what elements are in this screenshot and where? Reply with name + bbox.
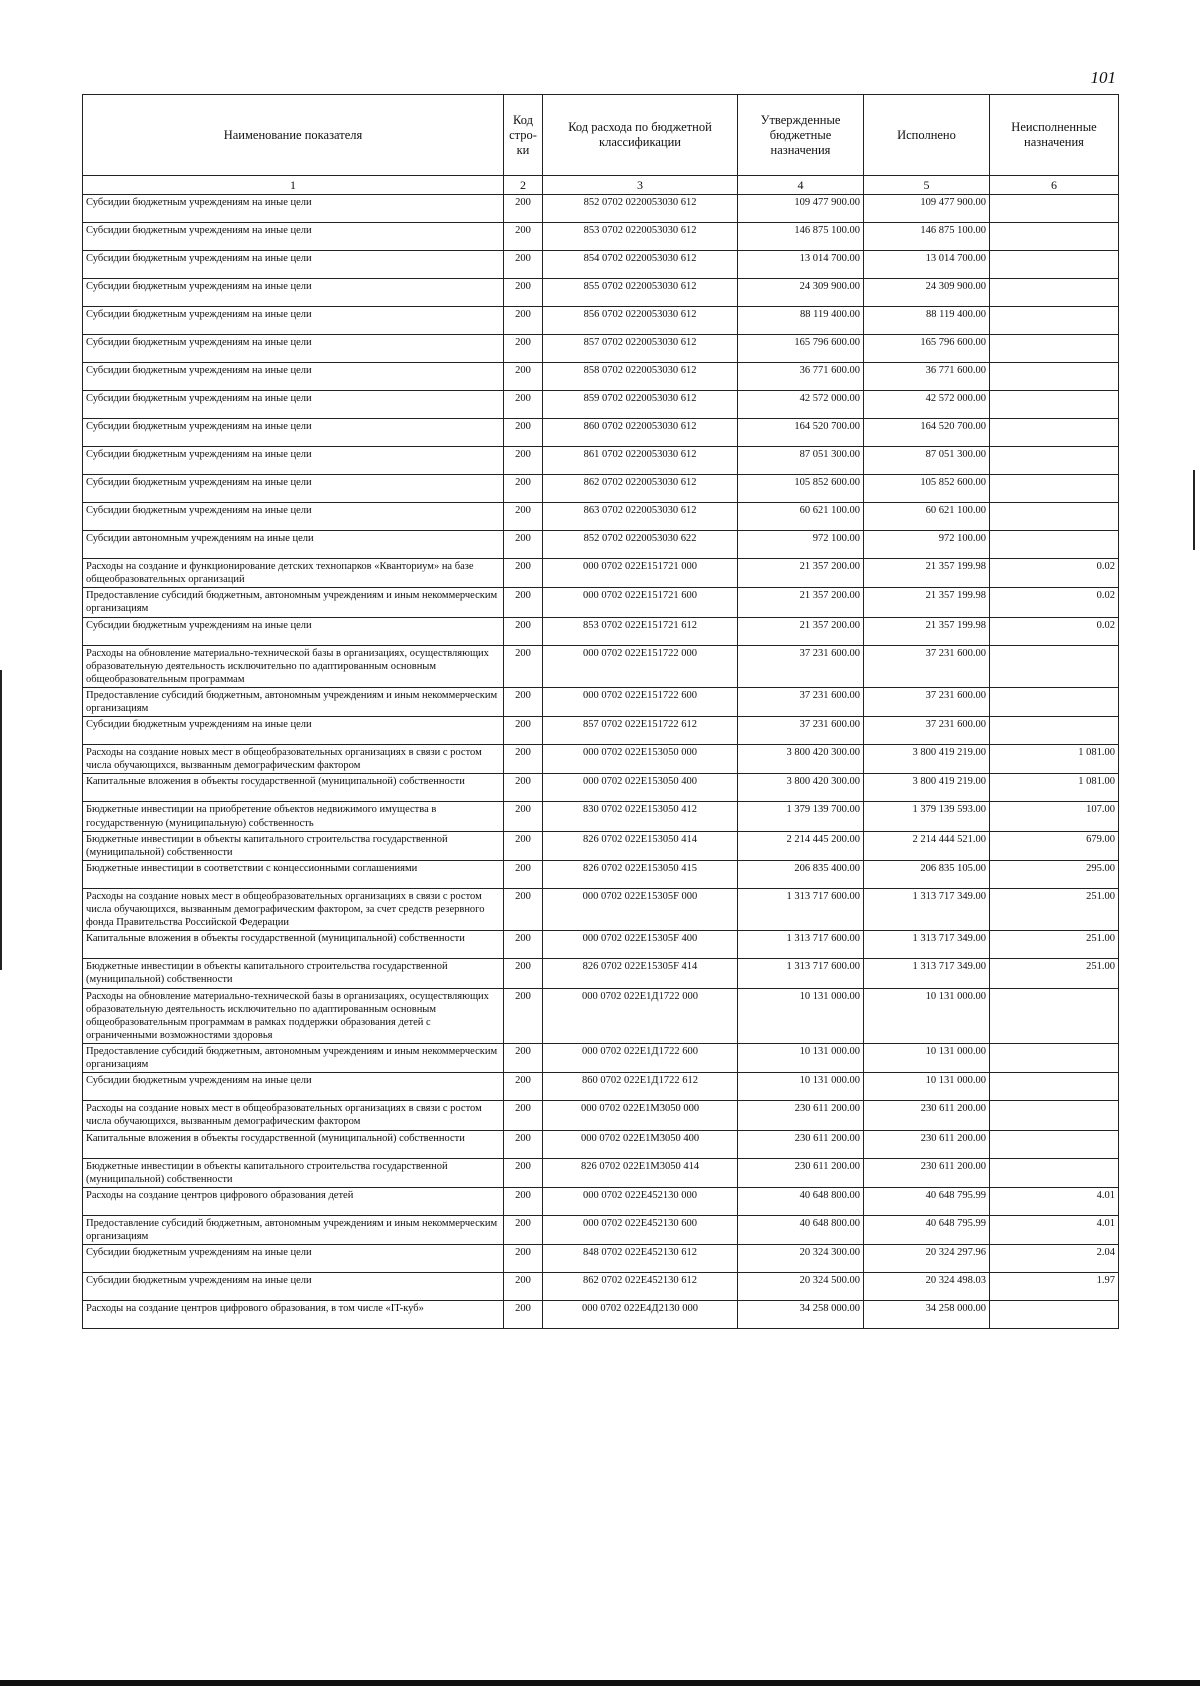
row-approved: 24 309 900.00 (738, 279, 864, 307)
row-executed: 37 231 600.00 (864, 687, 990, 716)
row-budget-code: 830 0702 022E153050 412 (543, 802, 738, 831)
row-approved: 36 771 600.00 (738, 363, 864, 391)
row-executed: 42 572 000.00 (864, 391, 990, 419)
table-row (83, 888, 1119, 930)
row-unexecuted (990, 363, 1119, 391)
row-approved: 164 520 700.00 (738, 419, 864, 447)
row-executed: 40 648 795.99 (864, 1215, 990, 1244)
column-number: 6 (990, 176, 1119, 195)
row-line-code: 200 (504, 860, 543, 888)
table-row (83, 559, 1119, 588)
scan-bottom-edge (0, 1680, 1200, 1686)
table-row (83, 447, 1119, 475)
row-approved: 230 611 200.00 (738, 1101, 864, 1130)
row-line-code: 200 (504, 1073, 543, 1101)
row-executed: 1 313 717 349.00 (864, 888, 990, 930)
row-name: Субсидии бюджетным учреждениям на иные цели (83, 1245, 504, 1273)
row-executed: 3 800 419 219.00 (864, 774, 990, 802)
row-executed: 2 214 444 521.00 (864, 831, 990, 860)
column-number: 3 (543, 176, 738, 195)
row-executed: 10 131 000.00 (864, 1073, 990, 1101)
row-approved: 60 621 100.00 (738, 503, 864, 531)
row-line-code: 200 (504, 335, 543, 363)
row-name: Субсидии бюджетным учреждениям на иные цели (83, 307, 504, 335)
row-unexecuted (990, 687, 1119, 716)
row-executed: 206 835 105.00 (864, 860, 990, 888)
row-unexecuted (990, 1130, 1119, 1158)
row-line-code: 200 (504, 419, 543, 447)
row-name: Бюджетные инвестиции на приобретение объектов недвижимого имущества в государственную (муниципальную) собственность (83, 802, 504, 831)
table-row (83, 588, 1119, 617)
row-budget-code: 848 0702 022E452130 612 (543, 1245, 738, 1273)
row-name: Расходы на создание новых мест в общеобразовательных организациях в связи с ростом числа обучающихся, вызванным демографическим фактором (83, 1101, 504, 1130)
row-executed: 146 875 100.00 (864, 223, 990, 251)
row-budget-code: 863 0702 0220053030 612 (543, 503, 738, 531)
row-name: Субсидии бюджетным учреждениям на иные цели (83, 1073, 504, 1101)
table-row (83, 1044, 1119, 1073)
row-line-code: 200 (504, 645, 543, 687)
table-row (83, 363, 1119, 391)
header-executed: Исполнено (864, 95, 990, 176)
row-executed: 20 324 498.03 (864, 1273, 990, 1301)
row-line-code: 200 (504, 279, 543, 307)
row-budget-code: 000 0702 022E151722 600 (543, 687, 738, 716)
table-row (83, 1187, 1119, 1215)
row-executed: 21 357 199.98 (864, 617, 990, 645)
table-row (83, 745, 1119, 774)
row-unexecuted (990, 475, 1119, 503)
row-line-code: 200 (504, 774, 543, 802)
row-unexecuted (990, 503, 1119, 531)
scan-margin-mark (0, 670, 5, 970)
scan-margin-mark (1193, 470, 1198, 550)
row-name: Расходы на обновление материально-технической базы в организациях, осуществляющих образовательную деятельность исключительно по адаптированным основным общеобразовательным программам в рамках поддержки образования детей с ограниченными возможностями здоровья (83, 988, 504, 1044)
row-line-code: 200 (504, 1158, 543, 1187)
row-line-code: 200 (504, 475, 543, 503)
row-unexecuted (990, 447, 1119, 475)
column-number: 4 (738, 176, 864, 195)
row-unexecuted (990, 1101, 1119, 1130)
row-name: Субсидии бюджетным учреждениям на иные цели (83, 1273, 504, 1301)
row-name: Расходы на создание новых мест в общеобразовательных организациях в связи с ростом числа обучающихся, вызванным демографическим фактором, за счет средств резервного фонда Правительства Российской Федерации (83, 888, 504, 930)
column-number-row (83, 176, 1119, 195)
row-budget-code: 826 0702 022E1М3050 414 (543, 1158, 738, 1187)
row-unexecuted: 1 081.00 (990, 745, 1119, 774)
row-approved: 13 014 700.00 (738, 251, 864, 279)
row-unexecuted (990, 419, 1119, 447)
row-budget-code: 000 0702 022E151721 600 (543, 588, 738, 617)
row-approved: 1 379 139 700.00 (738, 802, 864, 831)
row-budget-code: 852 0702 0220053030 622 (543, 531, 738, 559)
row-name: Расходы на создание и функционирование детских технопарков «Кванториум» на базе общеобразовательных организаций (83, 559, 504, 588)
row-budget-code: 858 0702 0220053030 612 (543, 363, 738, 391)
row-approved: 972 100.00 (738, 531, 864, 559)
row-line-code: 200 (504, 959, 543, 988)
row-unexecuted: 2.04 (990, 1245, 1119, 1273)
row-line-code: 200 (504, 1273, 543, 1301)
row-line-code: 200 (504, 931, 543, 959)
row-line-code: 200 (504, 307, 543, 335)
row-budget-code: 000 0702 022E15305F 000 (543, 888, 738, 930)
row-budget-code: 826 0702 022E153050 415 (543, 860, 738, 888)
header-unexecuted: Неисполненные назначения (990, 95, 1119, 176)
row-unexecuted (990, 223, 1119, 251)
row-line-code: 200 (504, 531, 543, 559)
row-line-code: 200 (504, 831, 543, 860)
row-unexecuted (990, 1158, 1119, 1187)
row-executed: 21 357 199.98 (864, 559, 990, 588)
row-budget-code: 000 0702 022E1Д1722 000 (543, 988, 738, 1044)
row-budget-code: 859 0702 0220053030 612 (543, 391, 738, 419)
row-unexecuted: 251.00 (990, 959, 1119, 988)
row-name: Субсидии бюджетным учреждениям на иные цели (83, 195, 504, 223)
row-name: Субсидии автономным учреждениям на иные цели (83, 531, 504, 559)
row-approved: 230 611 200.00 (738, 1130, 864, 1158)
row-unexecuted (990, 307, 1119, 335)
row-budget-code: 854 0702 0220053030 612 (543, 251, 738, 279)
row-executed: 164 520 700.00 (864, 419, 990, 447)
table-row (83, 335, 1119, 363)
row-name: Бюджетные инвестиции в объекты капитального строительства государственной (муниципальной) собственности (83, 1158, 504, 1187)
row-approved: 105 852 600.00 (738, 475, 864, 503)
table-row (83, 531, 1119, 559)
row-name: Субсидии бюджетным учреждениям на иные цели (83, 475, 504, 503)
row-executed: 972 100.00 (864, 531, 990, 559)
row-budget-code: 856 0702 0220053030 612 (543, 307, 738, 335)
row-unexecuted: 679.00 (990, 831, 1119, 860)
row-approved: 1 313 717 600.00 (738, 959, 864, 988)
row-unexecuted: 0.02 (990, 559, 1119, 588)
row-approved: 34 258 000.00 (738, 1301, 864, 1329)
row-name: Субсидии бюджетным учреждениям на иные цели (83, 717, 504, 745)
row-executed: 88 119 400.00 (864, 307, 990, 335)
row-budget-code: 826 0702 022E15305F 414 (543, 959, 738, 988)
table-header-row (83, 95, 1119, 176)
row-budget-code: 000 0702 022E153050 400 (543, 774, 738, 802)
table-row (83, 1273, 1119, 1301)
row-name: Предоставление субсидий бюджетным, автономным учреждениям и иным некоммерческим организациям (83, 588, 504, 617)
row-line-code: 200 (504, 1101, 543, 1130)
row-budget-code: 857 0702 022E151722 612 (543, 717, 738, 745)
row-unexecuted: 295.00 (990, 860, 1119, 888)
row-approved: 37 231 600.00 (738, 717, 864, 745)
row-executed: 60 621 100.00 (864, 503, 990, 531)
row-name: Расходы на обновление материально-технической базы в организациях, осуществляющих образовательную деятельность исключительно по адаптированным основным общеобразовательным программам (83, 645, 504, 687)
header-approved: Утвержденные бюджетные назначения (738, 95, 864, 176)
row-name: Бюджетные инвестиции в соответствии с концессионными соглашениями (83, 860, 504, 888)
row-approved: 42 572 000.00 (738, 391, 864, 419)
row-executed: 230 611 200.00 (864, 1101, 990, 1130)
table-row (83, 717, 1119, 745)
table-row (83, 931, 1119, 959)
table-row (83, 617, 1119, 645)
row-budget-code: 000 0702 022E4Д2130 000 (543, 1301, 738, 1329)
row-executed: 165 796 600.00 (864, 335, 990, 363)
row-unexecuted: 107.00 (990, 802, 1119, 831)
table-row (83, 802, 1119, 831)
row-name: Предоставление субсидий бюджетным, автономным учреждениям и иным некоммерческим организациям (83, 1215, 504, 1244)
row-line-code: 200 (504, 1245, 543, 1273)
row-executed: 1 379 139 593.00 (864, 802, 990, 831)
table-row (83, 1158, 1119, 1187)
row-executed: 109 477 900.00 (864, 195, 990, 223)
row-executed: 20 324 297.96 (864, 1245, 990, 1273)
row-unexecuted: 0.02 (990, 588, 1119, 617)
row-budget-code: 000 0702 022E1М3050 400 (543, 1130, 738, 1158)
row-approved: 3 800 420 300.00 (738, 774, 864, 802)
table-row (83, 988, 1119, 1044)
row-name: Субсидии бюджетным учреждениям на иные цели (83, 335, 504, 363)
row-unexecuted (990, 335, 1119, 363)
row-budget-code: 853 0702 022E151721 612 (543, 617, 738, 645)
row-name: Субсидии бюджетным учреждениям на иные цели (83, 419, 504, 447)
row-line-code: 200 (504, 1187, 543, 1215)
column-number: 1 (83, 176, 504, 195)
table-row (83, 1301, 1119, 1329)
row-line-code: 200 (504, 195, 543, 223)
row-approved: 10 131 000.00 (738, 1073, 864, 1101)
table-row (83, 251, 1119, 279)
table-body (83, 195, 1119, 1329)
row-budget-code: 826 0702 022E153050 414 (543, 831, 738, 860)
table-row (83, 687, 1119, 716)
row-line-code: 200 (504, 391, 543, 419)
row-approved: 20 324 500.00 (738, 1273, 864, 1301)
row-name: Субсидии бюджетным учреждениям на иные цели (83, 223, 504, 251)
table-row (83, 1073, 1119, 1101)
row-name: Капитальные вложения в объекты государственной (муниципальной) собственности (83, 1130, 504, 1158)
row-name: Расходы на создание центров цифрового образования, в том числе «IT-куб» (83, 1301, 504, 1329)
row-name: Субсидии бюджетным учреждениям на иные цели (83, 251, 504, 279)
row-approved: 1 313 717 600.00 (738, 888, 864, 930)
row-approved: 37 231 600.00 (738, 645, 864, 687)
row-budget-code: 853 0702 0220053030 612 (543, 223, 738, 251)
row-budget-code: 852 0702 0220053030 612 (543, 195, 738, 223)
row-line-code: 200 (504, 447, 543, 475)
row-approved: 40 648 800.00 (738, 1187, 864, 1215)
header-line-code: Код стро-ки (504, 95, 543, 176)
row-budget-code: 862 0702 0220053030 612 (543, 475, 738, 503)
row-executed: 34 258 000.00 (864, 1301, 990, 1329)
table-row (83, 645, 1119, 687)
row-approved: 21 357 200.00 (738, 588, 864, 617)
row-line-code: 200 (504, 802, 543, 831)
table-row (83, 1215, 1119, 1244)
row-line-code: 200 (504, 1130, 543, 1158)
row-unexecuted: 1 081.00 (990, 774, 1119, 802)
row-approved: 165 796 600.00 (738, 335, 864, 363)
row-approved: 3 800 420 300.00 (738, 745, 864, 774)
table-row (83, 831, 1119, 860)
row-line-code: 200 (504, 588, 543, 617)
table-row (83, 503, 1119, 531)
row-executed: 1 313 717 349.00 (864, 959, 990, 988)
table-row (83, 475, 1119, 503)
row-approved: 146 875 100.00 (738, 223, 864, 251)
row-line-code: 200 (504, 745, 543, 774)
row-unexecuted: 0.02 (990, 617, 1119, 645)
row-unexecuted (990, 531, 1119, 559)
budget-execution-table (82, 94, 1119, 1329)
row-approved: 40 648 800.00 (738, 1215, 864, 1244)
row-approved: 87 051 300.00 (738, 447, 864, 475)
row-approved: 230 611 200.00 (738, 1158, 864, 1187)
table-row (83, 1245, 1119, 1273)
row-name: Предоставление субсидий бюджетным, автономным учреждениям и иным некоммерческим организациям (83, 1044, 504, 1073)
row-name: Капитальные вложения в объекты государственной (муниципальной) собственности (83, 774, 504, 802)
table-row (83, 774, 1119, 802)
row-executed: 3 800 419 219.00 (864, 745, 990, 774)
row-line-code: 200 (504, 988, 543, 1044)
row-budget-code: 000 0702 022E452130 600 (543, 1215, 738, 1244)
row-name: Расходы на создание новых мест в общеобразовательных организациях в связи с ростом числа обучающихся, вызванным демографическим фактором (83, 745, 504, 774)
row-budget-code: 855 0702 0220053030 612 (543, 279, 738, 307)
row-budget-code: 000 0702 022E1М3050 000 (543, 1101, 738, 1130)
table-row (83, 279, 1119, 307)
row-approved: 10 131 000.00 (738, 988, 864, 1044)
row-executed: 1 313 717 349.00 (864, 931, 990, 959)
table-row (83, 419, 1119, 447)
row-budget-code: 000 0702 022E452130 000 (543, 1187, 738, 1215)
row-name: Субсидии бюджетным учреждениям на иные цели (83, 391, 504, 419)
row-name: Капитальные вложения в объекты государственной (муниципальной) собственности (83, 931, 504, 959)
row-budget-code: 861 0702 0220053030 612 (543, 447, 738, 475)
row-budget-code: 000 0702 022E15305F 400 (543, 931, 738, 959)
row-unexecuted (990, 717, 1119, 745)
row-executed: 13 014 700.00 (864, 251, 990, 279)
row-line-code: 200 (504, 1044, 543, 1073)
row-line-code: 200 (504, 251, 543, 279)
row-budget-code: 860 0702 0220053030 612 (543, 419, 738, 447)
row-executed: 105 852 600.00 (864, 475, 990, 503)
row-executed: 10 131 000.00 (864, 988, 990, 1044)
row-executed: 37 231 600.00 (864, 645, 990, 687)
row-line-code: 200 (504, 717, 543, 745)
row-executed: 230 611 200.00 (864, 1158, 990, 1187)
row-budget-code: 000 0702 022E151722 000 (543, 645, 738, 687)
row-executed: 230 611 200.00 (864, 1130, 990, 1158)
table-row (83, 1101, 1119, 1130)
row-approved: 37 231 600.00 (738, 687, 864, 716)
row-line-code: 200 (504, 559, 543, 588)
row-budget-code: 000 0702 022E151721 000 (543, 559, 738, 588)
row-executed: 10 131 000.00 (864, 1044, 990, 1073)
row-name: Субсидии бюджетным учреждениям на иные цели (83, 279, 504, 307)
row-unexecuted (990, 645, 1119, 687)
header-budget-code: Код расхода по бюджетной классификации (543, 95, 738, 176)
row-name: Субсидии бюджетным учреждениям на иные цели (83, 503, 504, 531)
row-name: Расходы на создание центров цифрового образования детей (83, 1187, 504, 1215)
row-approved: 10 131 000.00 (738, 1044, 864, 1073)
row-approved: 2 214 445 200.00 (738, 831, 864, 860)
row-budget-code: 000 0702 022E1Д1722 600 (543, 1044, 738, 1073)
table-row (83, 223, 1119, 251)
row-executed: 40 648 795.99 (864, 1187, 990, 1215)
row-unexecuted: 4.01 (990, 1215, 1119, 1244)
row-unexecuted: 1.97 (990, 1273, 1119, 1301)
row-name: Предоставление субсидий бюджетным, автономным учреждениям и иным некоммерческим организациям (83, 687, 504, 716)
row-budget-code: 860 0702 022E1Д1722 612 (543, 1073, 738, 1101)
row-unexecuted (990, 279, 1119, 307)
column-number: 5 (864, 176, 990, 195)
row-unexecuted: 251.00 (990, 888, 1119, 930)
row-approved: 1 313 717 600.00 (738, 931, 864, 959)
table-row (83, 307, 1119, 335)
row-unexecuted (990, 1073, 1119, 1101)
row-approved: 21 357 200.00 (738, 617, 864, 645)
row-budget-code: 000 0702 022E153050 000 (543, 745, 738, 774)
row-unexecuted (990, 195, 1119, 223)
row-unexecuted: 4.01 (990, 1187, 1119, 1215)
page-number: 101 (1090, 68, 1116, 87)
row-approved: 88 119 400.00 (738, 307, 864, 335)
row-line-code: 200 (504, 1215, 543, 1244)
row-line-code: 200 (504, 223, 543, 251)
row-line-code: 200 (504, 503, 543, 531)
row-approved: 206 835 400.00 (738, 860, 864, 888)
row-approved: 21 357 200.00 (738, 559, 864, 588)
row-approved: 20 324 300.00 (738, 1245, 864, 1273)
row-name: Бюджетные инвестиции в объекты капитального строительства государственной (муниципальной) собственности (83, 831, 504, 860)
row-unexecuted (990, 1044, 1119, 1073)
row-budget-code: 857 0702 0220053030 612 (543, 335, 738, 363)
row-executed: 37 231 600.00 (864, 717, 990, 745)
row-approved: 109 477 900.00 (738, 195, 864, 223)
row-line-code: 200 (504, 617, 543, 645)
row-executed: 21 357 199.98 (864, 588, 990, 617)
row-executed: 36 771 600.00 (864, 363, 990, 391)
row-line-code: 200 (504, 1301, 543, 1329)
row-executed: 24 309 900.00 (864, 279, 990, 307)
row-unexecuted: 251.00 (990, 931, 1119, 959)
table-row (83, 860, 1119, 888)
row-name: Субсидии бюджетным учреждениям на иные цели (83, 617, 504, 645)
row-name: Субсидии бюджетным учреждениям на иные цели (83, 363, 504, 391)
row-name: Бюджетные инвестиции в объекты капитального строительства государственной (муниципальной) собственности (83, 959, 504, 988)
row-budget-code: 862 0702 022E452130 612 (543, 1273, 738, 1301)
row-line-code: 200 (504, 888, 543, 930)
row-unexecuted (990, 988, 1119, 1044)
row-line-code: 200 (504, 363, 543, 391)
table-row (83, 195, 1119, 223)
row-executed: 87 051 300.00 (864, 447, 990, 475)
row-line-code: 200 (504, 687, 543, 716)
row-unexecuted (990, 1301, 1119, 1329)
row-unexecuted (990, 391, 1119, 419)
header-name: Наименование показателя (83, 95, 504, 176)
column-number: 2 (504, 176, 543, 195)
row-name: Субсидии бюджетным учреждениям на иные цели (83, 447, 504, 475)
table-row (83, 959, 1119, 988)
row-unexecuted (990, 251, 1119, 279)
table-row (83, 391, 1119, 419)
table-row (83, 1130, 1119, 1158)
